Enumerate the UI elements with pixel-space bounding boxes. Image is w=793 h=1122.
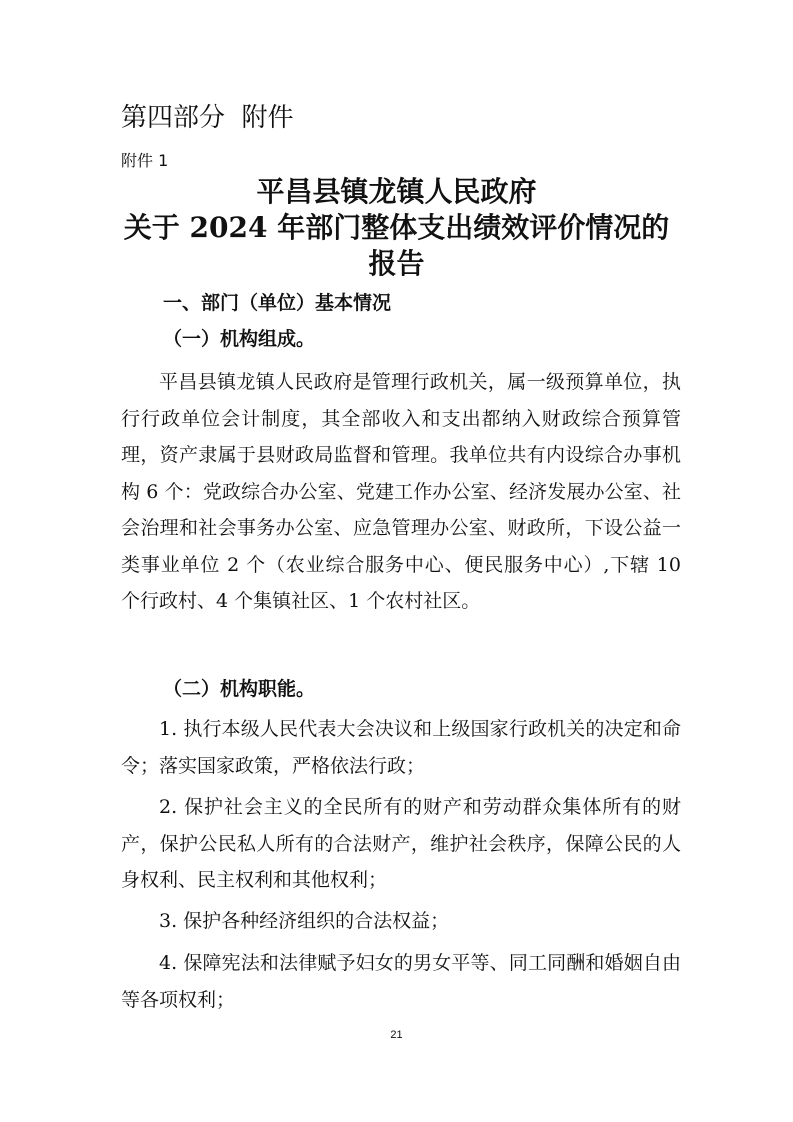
section-heading-basic-info: 一、部门（单位）基本情况 bbox=[163, 292, 392, 314]
subsection-heading-functions: （二）机构职能。 bbox=[163, 678, 316, 700]
report-title-line-3: 报告 bbox=[368, 247, 425, 280]
attachment-label: 附件 1 bbox=[121, 151, 169, 170]
subsection-heading-organization: （一）机构组成。 bbox=[163, 328, 316, 350]
function-item-2: 2. 保护社会主义的全民所有的财产和劳动群众集体所有的财产，保护公民私人所有的合法财产，维护社会秩序，保障公民的人身权利、民主权利和其他权利； bbox=[121, 796, 681, 891]
part-title: 第四部分 附件 bbox=[121, 103, 294, 133]
function-item-3: 3. 保护各种经济组织的合法权益； bbox=[159, 910, 450, 932]
organization-paragraph: 平昌县镇龙镇人民政府是管理行政机关，属一级预算单位，执行行政单位会计制度，其全部收入和支出都纳入财政综合预算管理，资产隶属于县财政局监督和管理。我单位共有内设综合办事机构 6 个：党政综合办公室、党建工作办公室、经济发展办公室、社会治理和社会事务办公室、应急管理办公室、财政所，下设公益一类事业单位 2 个（农业综合服务中心、便民服务中心）,下辖 10 个行政村、4 个集镇社区、1 个农村社区。 bbox=[121, 371, 681, 612]
page-number: 21 bbox=[390, 1029, 403, 1041]
function-item-1: 1. 执行本级人民代表大会决议和上级国家行政机关的决定和命令；落实国家政策，严格依法行政； bbox=[121, 718, 681, 777]
report-title-line-1: 平昌县镇龙镇人民政府 bbox=[256, 175, 537, 208]
report-title-line-2: 关于 2024 年部门整体支出绩效评价情况的 bbox=[123, 211, 670, 244]
function-item-4: 4. 保障宪法和法律赋予妇女的男女平等、同工同酬和婚姻自由等各项权利； bbox=[121, 952, 681, 1011]
